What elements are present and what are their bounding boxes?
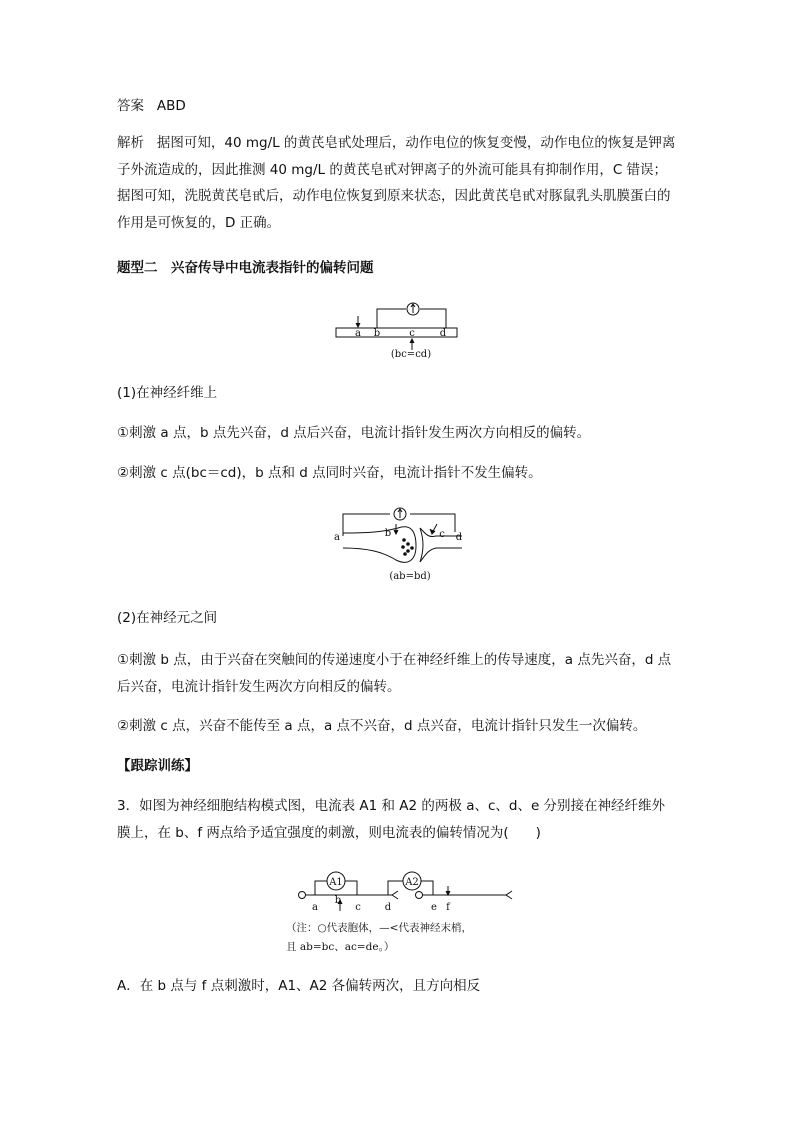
stimulus-arrow-icon [446, 891, 450, 895]
label-f: f [446, 902, 450, 913]
meter-a2-label: A2 [405, 877, 419, 888]
label-a: a [355, 328, 361, 339]
section-title: 题型二 兴奋传导中电流表指针的偏转问题 [117, 260, 374, 276]
neuron-meters-diagram [282, 864, 522, 956]
nerve-fiber-diagram [330, 298, 470, 362]
stimulus-arrow-icon [356, 323, 360, 327]
figure2-caption: (ab=bd) [389, 571, 431, 582]
label-b: b [373, 328, 381, 339]
case2-heading: (2)在神经元之间 [117, 610, 218, 626]
label-c: c [409, 328, 415, 339]
label-a: a [312, 902, 318, 913]
figure3-note-line2: 且 ab=bc、ac=de。） [286, 941, 395, 953]
case1-item1: ①刺激 a 点，b 点先兴奋，d 点后兴奋，电流计指针发生两次方向相反的偏转。 [117, 425, 591, 441]
figure-synapse [328, 504, 468, 584]
case1-heading: (1)在神经纤维上 [117, 385, 218, 401]
label-d: d [439, 328, 447, 339]
label-c: c [439, 529, 445, 540]
case2-item2: ②刺激 c 点，兴奋不能传至 a 点，a 点不兴奋，d 点兴奋，电流计指针只发生一次偏转。 [117, 718, 647, 734]
cell-body-icon [299, 892, 306, 899]
figure-neuron-meters [282, 864, 522, 956]
analysis-label: 解析 [117, 135, 144, 151]
nerve-ending-icon [506, 895, 512, 899]
synapse-diagram [328, 504, 468, 584]
label-b: b [384, 528, 392, 539]
label-a: a [334, 532, 340, 543]
figure1-caption: (bc=cd) [390, 349, 432, 360]
label-b: b [334, 895, 342, 906]
question3-option-a: A．在 b 点与 f 点刺激时，A1、A2 各偏转两次，且方向相反 [117, 978, 481, 994]
answer-value: ABD [156, 98, 186, 114]
answer-line [117, 96, 677, 116]
tracking-label: 【跟踪训练】 [117, 758, 198, 774]
case2-item1: ①刺激 b 点，由于兴奋在突触间的传递速度小于在神经纤维上的传导速度，a 点先兴奋，d 点后兴奋，电流计指针发生两次方向相反的偏转。 [117, 652, 672, 695]
nerve-ending-icon [392, 895, 398, 899]
case1-item2: ②刺激 c 点(bc＝cd)，b 点和 d 点同时兴奋，电流计指针不发生偏转。 [117, 465, 542, 481]
label-d: d [455, 532, 463, 543]
label-c: c [355, 902, 361, 913]
label-d: d [384, 902, 392, 913]
answer-label: 答案 [117, 98, 144, 114]
stimulus-arrow-icon [410, 339, 414, 343]
label-e: e [431, 902, 437, 913]
meter-a1-label: A1 [329, 877, 343, 888]
figure3-note-line1: （注：○代表胞体，—<代表神经末梢， [286, 922, 472, 934]
analysis-text: 据图可知，40 mg/L 的黄芪皂甙处理后，动作电位的恢复变慢，动作电位的恢复是钾离子外流造成的，因此推测 40 mg/L 的黄芪皂甙对钾离子的外流可能具有抑制作用，C 错误；据图可知，洗脱黄芪皂甙后，动作电位恢复到原来状态，因此黄芪皂甙对豚鼠乳头肌膜蛋白的作用是可恢复的，D 正确。 [117, 135, 676, 231]
cell-body-icon [416, 892, 423, 899]
stimulus-arrow-icon [394, 530, 398, 534]
analysis-paragraph [117, 130, 677, 236]
figure-nerve-fiber [330, 298, 470, 362]
question3-stem: 3．如图为神经细胞结构模式图，电流表 A1 和 A2 的两极 a、c、d、e 分别接在神经纤维外膜上，在 b、f 两点给予适宜强度的刺激，则电流表的偏转情况为( ) [117, 798, 666, 841]
